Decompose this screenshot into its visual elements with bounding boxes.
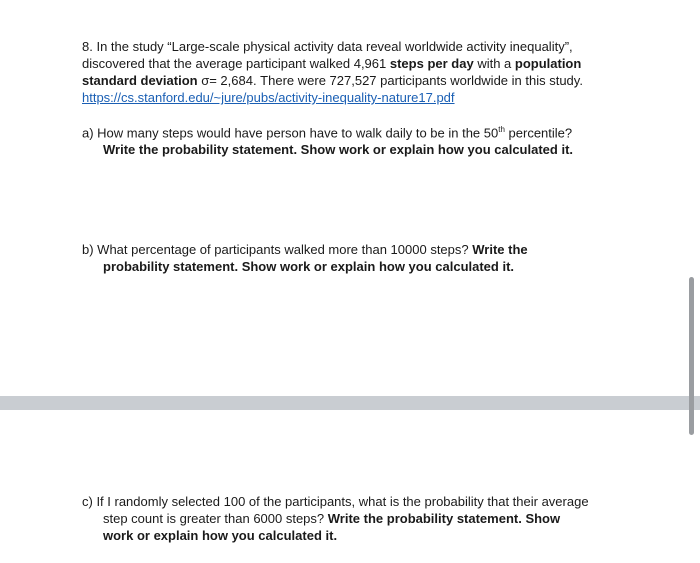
study-link[interactable]: https://cs.stanford.edu/~jure/pubs/activity-inequality-nature17.pdf [82,90,455,105]
part-c [82,493,652,544]
part-a-superscript: th [498,125,505,134]
part-c-text-2: step count is greater than 6000 steps? [103,511,328,526]
part-a-question [82,121,642,141]
part-a-suffix: percentile? [504,125,573,141]
intro-line-2 [82,55,642,72]
intro-line-4 [82,89,642,106]
part-b [82,241,642,275]
question-8-intro [82,38,642,106]
standard-deviation-bold: standard deviation [82,73,198,88]
part-c-line-1: c) If I randomly selected 100 of the participants, what is the probability that their average [82,494,589,509]
part-a [82,121,642,158]
steps-per-day-bold: steps per day [389,56,474,71]
part-c-line-2 [82,510,652,527]
page-separator-band [0,396,700,410]
intro-text-3: σ= 2,684. There were 727,527 participants worldwide in this study. [197,73,583,88]
part-b-instruction-1: Write the [472,242,528,257]
part-a-text: a) How many steps would have person have to walk daily to be in the 50 [82,125,499,141]
part-b-instruction-2: probability statement. Show work or explain how you calculated it. [103,259,515,274]
intro-text-2: discovered that the average participant walked 4,961 [82,56,390,71]
intro-line-1 [82,38,642,55]
population-bold: population [514,56,582,71]
part-c-instruction-2: work or explain how you calculated it. [103,528,338,543]
intro-line-3 [82,72,642,89]
scrollbar-thumb[interactable] [689,277,694,435]
part-b-text: b) What percentage of participants walked more than 10000 steps? [82,242,473,257]
intro-text-2-tail: with a [473,56,515,71]
part-a-instruction: Write the probability statement. Show work or explain how you calculated it. [103,142,574,158]
intro-text-1: In the study “Large-scale physical activity data reveal worldwide activity inequality”, [96,39,573,54]
part-b-question [82,241,642,258]
question-number: 8. [82,39,93,54]
part-c-instruction-1: Write the probability statement. Show [327,511,561,526]
